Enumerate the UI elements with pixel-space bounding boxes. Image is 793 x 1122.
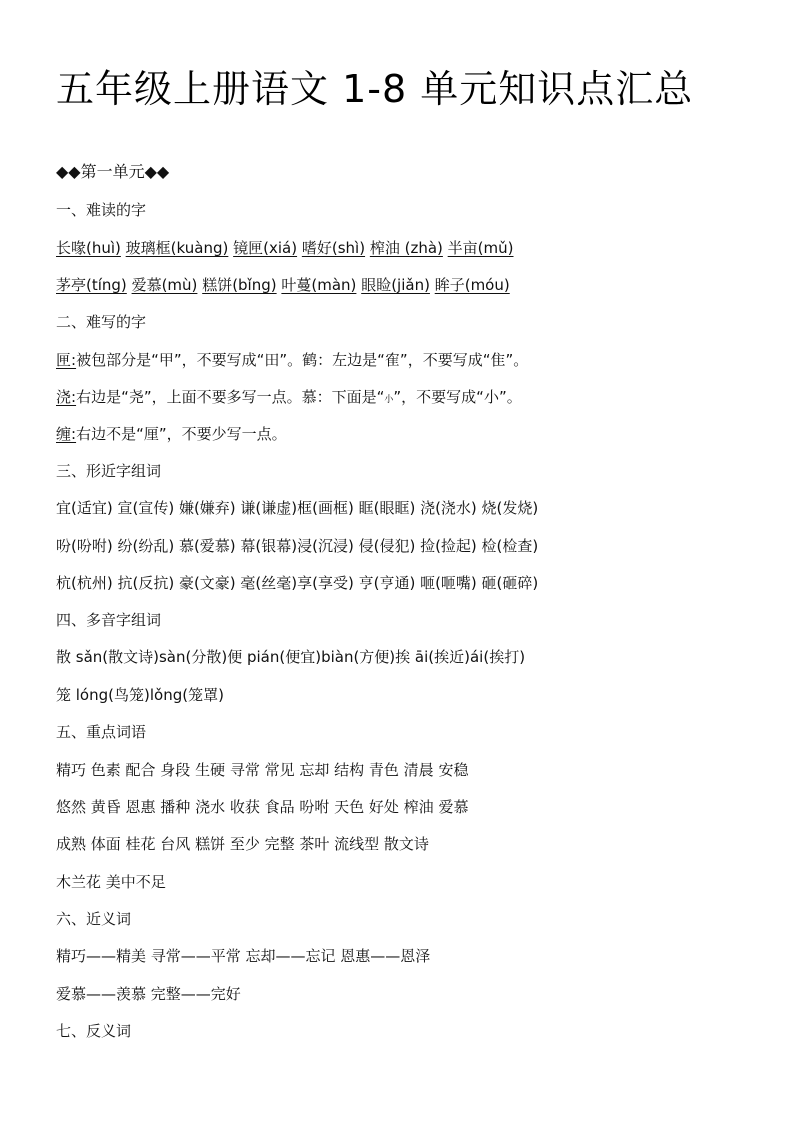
hard-read-item: 镜匣(xiá) (233, 239, 298, 257)
hard-read-item: 爱慕(mù) (131, 276, 198, 294)
key-words-line-2: 悠然 黄昏 恩惠 播种 浇水 收获 食品 吩咐 天色 好处 榨油 爱慕 (56, 798, 469, 816)
synonyms-line-1: 精巧——精美 寻常——平常 忘却——忘记 恩惠——恩泽 (56, 947, 431, 965)
hard-write-note: 右边是“尧”，上面不要多写一点。慕：下面是“ (76, 388, 385, 406)
page-title: 五年级上册语文 1-8 单元知识点汇总 (56, 67, 694, 111)
hard-read-item: 茅亭(tíng) (56, 276, 127, 294)
small-char: 小 (384, 395, 394, 405)
hard-read-item: 糕饼(bǐng) (202, 276, 277, 294)
hard-write-line-2 (56, 387, 522, 410)
hard-write-char: 浇: (56, 388, 77, 406)
key-words-line-1: 精巧 色素 配合 身段 生硬 寻常 常见 忘却 结构 青色 清晨 安稳 (56, 761, 469, 779)
hard-read-item: 眼睑(jiǎn) (361, 276, 430, 294)
hard-read-line-1 (56, 238, 514, 258)
section-heading: 五、重点词语 (56, 723, 147, 741)
synonyms-line-2: 爱慕——羡慕 完整——完好 (56, 985, 241, 1003)
hard-read-item: 叶蔓(màn) (281, 276, 357, 294)
hard-write-char: 匣: (56, 351, 77, 369)
hard-read-item: 长喙(huì) (56, 239, 121, 257)
hard-write-note: 右边不是“厘”，不要少写一点。 (76, 425, 287, 443)
hard-read-item: 眸子(móu) (434, 276, 510, 294)
key-words-line-4: 木兰花 美中不足 (56, 873, 166, 891)
similar-line-1: 宜(适宜) 宣(宣传) 嫌(嫌弃) 谦(谦虚)框(画框) 眶(眼眶) 浇(浇水) 烧(发烧) (56, 499, 539, 517)
hard-write-note: ”，不要写成“小”。 (393, 388, 522, 406)
similar-line-2: 吩(吩咐) 纷(纷乱) 慕(爱慕) 幕(银幕)浸(沉浸) 侵(侵犯) 捡(捡起) 检(检查) (56, 537, 539, 555)
hard-read-line-2 (56, 275, 510, 295)
hard-write-line-1 (56, 350, 528, 370)
section-heading: 七、反义词 (56, 1022, 132, 1040)
polyphonic-line-1: 散 sǎn(散文诗)sàn(分散)便 pián(便宜)biàn(方便)挨 āi(挨近)ái(挨打) (56, 648, 526, 666)
similar-line-3: 杭(杭州) 抗(反抗) 豪(文豪) 毫(丝毫)享(享受) 亨(亨通) 咂(咂嘴) 砸(砸碎) (56, 574, 539, 592)
section-heading: 三、形近字组词 (56, 462, 162, 480)
unit-heading: ◆◆第一单元◆◆ (56, 162, 170, 181)
polyphonic-line-2: 笼 lóng(鸟笼)lǒng(笼罩) (56, 686, 224, 704)
key-words-line-3: 成熟 体面 桂花 台风 糕饼 至少 完整 茶叶 流线型 散文诗 (56, 835, 429, 853)
hard-read-item: 半亩(mǔ) (447, 239, 514, 257)
section-heading: 六、近义词 (56, 910, 132, 928)
section-heading: 四、多音字组词 (56, 611, 162, 629)
hard-write-line-3 (56, 424, 287, 444)
hard-write-char: 缠: (56, 425, 77, 443)
hard-read-item: 榨油 (zhà) (369, 239, 443, 257)
hard-read-item: 嗜好(shì) (301, 239, 366, 257)
section-heading: 一、难读的字 (56, 201, 147, 219)
hard-write-note: 被包部分是“甲”，不要写成“田”。鹤：左边是“隺”，不要写成“隹”。 (76, 351, 529, 369)
hard-read-item: 玻璃框(kuàng) (125, 239, 229, 257)
section-heading: 二、难写的字 (56, 313, 147, 331)
